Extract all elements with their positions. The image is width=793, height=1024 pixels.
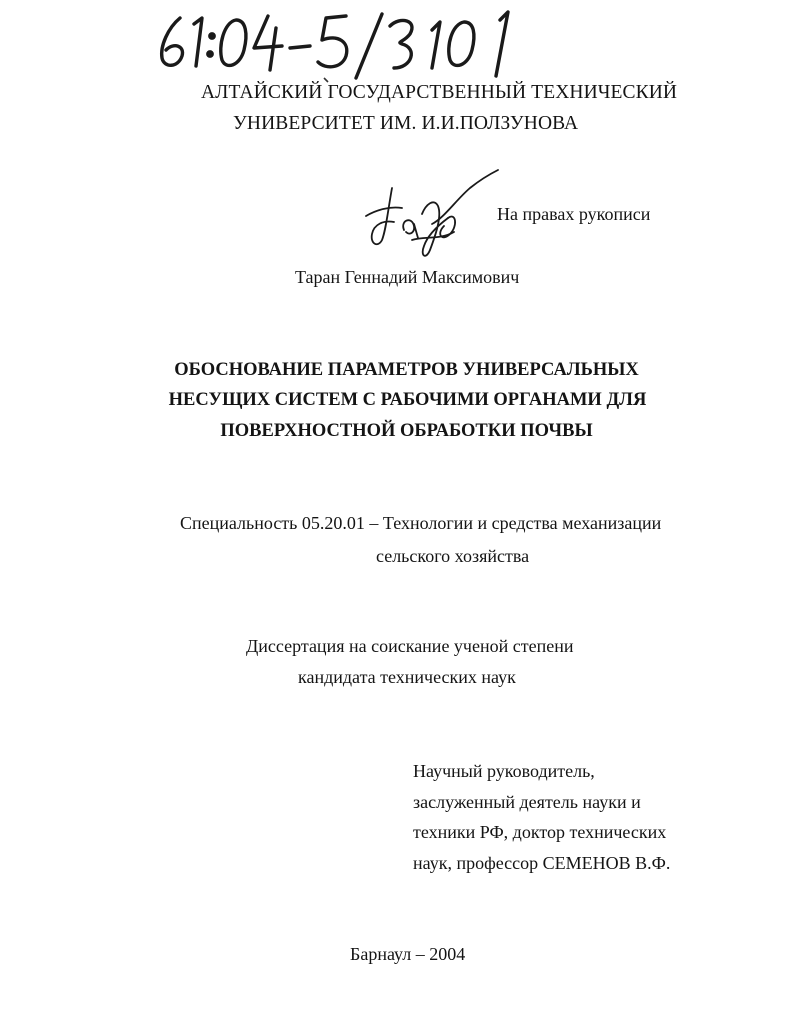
university-name-line2: УНИВЕРСИТЕТ ИМ. И.И.ПОЛЗУНОВА [233,113,579,134]
dissertation-degree-line2: кандидата технических наук [298,667,516,687]
author-name: Таран Геннадий Максимович [295,267,520,287]
handwritten-archive-code [150,6,520,86]
dissertation-degree-line1: Диссертация на соискание ученой степени [246,636,574,656]
specialty-line2: сельского хозяйства [376,546,530,566]
specialty-line1: Специальность 05.20.01 – Технологии и средства механизации [180,513,662,533]
city-year: Барнаул – 2004 [350,944,466,964]
supervisor-line1: Научный руководитель, [413,761,595,781]
author-signature [352,160,512,265]
dissertation-title-line2: НЕСУЩИХ СИСТЕМ С РАБОЧИМИ ОРГАНАМИ ДЛЯ [168,390,647,410]
dissertation-title-line1: ОБОСНОВАНИЕ ПАРАМЕТРОВ УНИВЕРСАЛЬНЫХ [174,360,639,380]
manuscript-rights-note: На правах рукописи [497,204,651,224]
supervisor-line4: наук, профессор СЕМЕНОВ В.Ф. [413,853,671,873]
university-name-line1: АЛТАЙСКИЙ ГОСУДАРСТВЕННЫЙ ТЕХНИЧЕСКИЙ [201,82,678,103]
supervisor-line2: заслуженный деятель науки и [413,792,641,812]
supervisor-line3: техники РФ, доктор технических [413,822,667,842]
dissertation-title-line3: ПОВЕРХНОСТНОЙ ОБРАБОТКИ ПОЧВЫ [220,421,593,441]
